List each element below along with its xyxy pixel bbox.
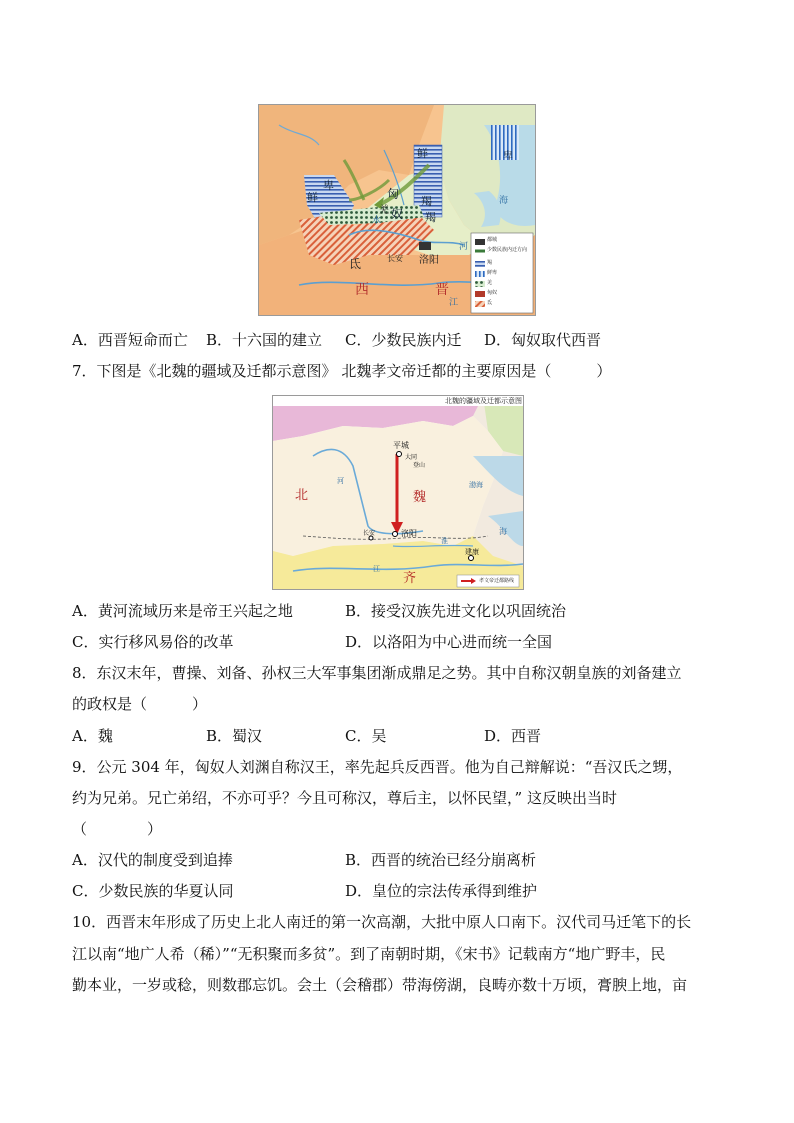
q6-option-c: C．少数民族内迁 (345, 331, 462, 349)
q7-option-d: D．以洛阳为中心进而统一全国 (345, 633, 553, 651)
q9-stem-line1: 9．公元 304 年，匈奴人刘渊自称汉王，率先起兵反西晋。他为自己辩解说：“吾汉氏之甥， (72, 758, 683, 776)
legend-item-jie: 羯 (487, 260, 493, 266)
label-bohai: 渤海 (469, 481, 483, 489)
label-changan: 长安 (387, 254, 403, 263)
q10-stem-line3: 勤本业，一岁或稔，则数郡忘饥。会土（会稽郡）带海傍湖，良畴亦数十万顷，膏腴上地，亩 (72, 976, 688, 994)
label-jiankang: 建康 (465, 548, 479, 556)
q9-stem-line2: 约为兄弟。兄亡弟绍，不亦可乎？今且可称汉，尊后主，以怀民望，” 这反映出当时 (72, 789, 617, 807)
label-hai-map2: 海 (499, 527, 507, 536)
legend-migration-route: 孝文帝迁都路线 (479, 578, 515, 584)
q9-option-d: D．皇位的宗法传承得到维护 (345, 882, 538, 900)
label-xianbei-west-1: 鲜 (307, 191, 318, 204)
q9-option-b: B．西晋的统治已经分崩离析 (345, 851, 537, 869)
label-xiongnu-2: 奴 (391, 207, 404, 221)
label-changan-map2: 长安 (363, 530, 376, 537)
label-jie-2: 羯 (425, 211, 436, 224)
label-he-map2: 河 (337, 477, 344, 485)
label-luoyang: 洛阳 (419, 255, 439, 266)
label-pingcheng: 平城 (393, 441, 409, 450)
q10-stem-line1: 10．西晋末年形成了历史上北人南迁的第一次高潮，大批中原人口南下。汉代司马迁笔下的长 (72, 913, 692, 931)
label-luoyang-map2: 洛阳 (401, 529, 417, 538)
legend-item-qiang: 羌 (487, 280, 493, 286)
label-huai: 淮 (441, 537, 448, 545)
label-jin: 晋 (435, 282, 449, 298)
legend-item-migration: 少数民族内迁方向 (487, 247, 528, 253)
q8-option-b: B．蜀汉 (206, 727, 263, 745)
label-jie-1: 羯 (421, 195, 432, 208)
pingcheng-marker (397, 452, 402, 457)
beiwei-map-title: 北魏的疆域及迁都示意图 (445, 397, 522, 405)
label-hai: 海 (499, 196, 509, 206)
label-xianbei-north: 鲜 (417, 147, 428, 160)
label-wei: 魏 (413, 490, 427, 505)
legend-item-capital: 都城 (487, 237, 498, 243)
legend-item-xianbei: 鲜卑 (487, 270, 498, 276)
q9-option-a: A．汉代的制度受到追捧 (72, 851, 233, 869)
label-di: 氐 (349, 257, 362, 271)
q8-option-a: A．魏 (72, 727, 113, 745)
q7-stem: 7．下图是《北魏的疆域及迁都示意图》 北魏孝文帝迁都的主要原因是（ ） (72, 362, 612, 380)
q9-option-c: C．少数民族的华夏认同 (72, 882, 234, 900)
label-jiang-map2: 江 (373, 565, 380, 573)
q10-stem-line2: 江以南“地广人希（稀）”“无积聚而多贫”。到了南朝时期，《宋书》记载南方“地广野丰，民 (72, 945, 666, 963)
label-bei: 北 (295, 488, 309, 503)
label-jiang: 江 (449, 298, 459, 308)
legend-item-xiongnu: 匈奴 (487, 290, 498, 296)
q7-option-a: A．黄河流域历来是帝王兴起之地 (72, 602, 293, 620)
label-xianbei-west-2: 卑 (323, 179, 334, 192)
capital-marker-luoyang (419, 242, 431, 250)
q6-option-d: D．匈奴取代西晋 (484, 331, 602, 349)
label-qiang: 羌 (379, 205, 389, 216)
label-xiongnu-1: 匈 (387, 187, 400, 201)
q6-option-a: A．西晋短命而亡 (72, 331, 188, 349)
label-bei-east: 卑 (503, 151, 513, 162)
beiwei-map-drawing (273, 396, 523, 589)
q8-option-c: C．吴 (345, 727, 387, 745)
beiwei-map (272, 395, 524, 590)
q7-option-c: C．实行移风易俗的改革 (72, 633, 234, 651)
q6-option-b: B．十六国的建立 (206, 331, 323, 349)
label-datong: 大同 (405, 454, 418, 461)
q9-stem-line3: （ ） (72, 820, 163, 838)
luoyang-marker (393, 532, 398, 537)
q8-stem-line2: 的政权是（ ） (72, 695, 208, 713)
label-qi: 齐 (403, 571, 417, 586)
q8-stem-line1: 8．东汉末年，曹操、刘备、孙权三大军事集团渐成鼎足之势。其中自称汉朝皇族的刘备建立 (72, 664, 682, 682)
label-dengshan: 登山 (413, 462, 426, 469)
migration-map (258, 104, 536, 316)
legend-item-di: 氐 (487, 300, 493, 306)
q7-option-b: B．接受汉族先进文化以巩固统治 (345, 602, 567, 620)
label-he: 河 (459, 242, 469, 252)
q8-option-d: D．西晋 (484, 727, 542, 745)
label-shui: 水 (372, 216, 382, 226)
label-xi: 西 (355, 282, 369, 298)
